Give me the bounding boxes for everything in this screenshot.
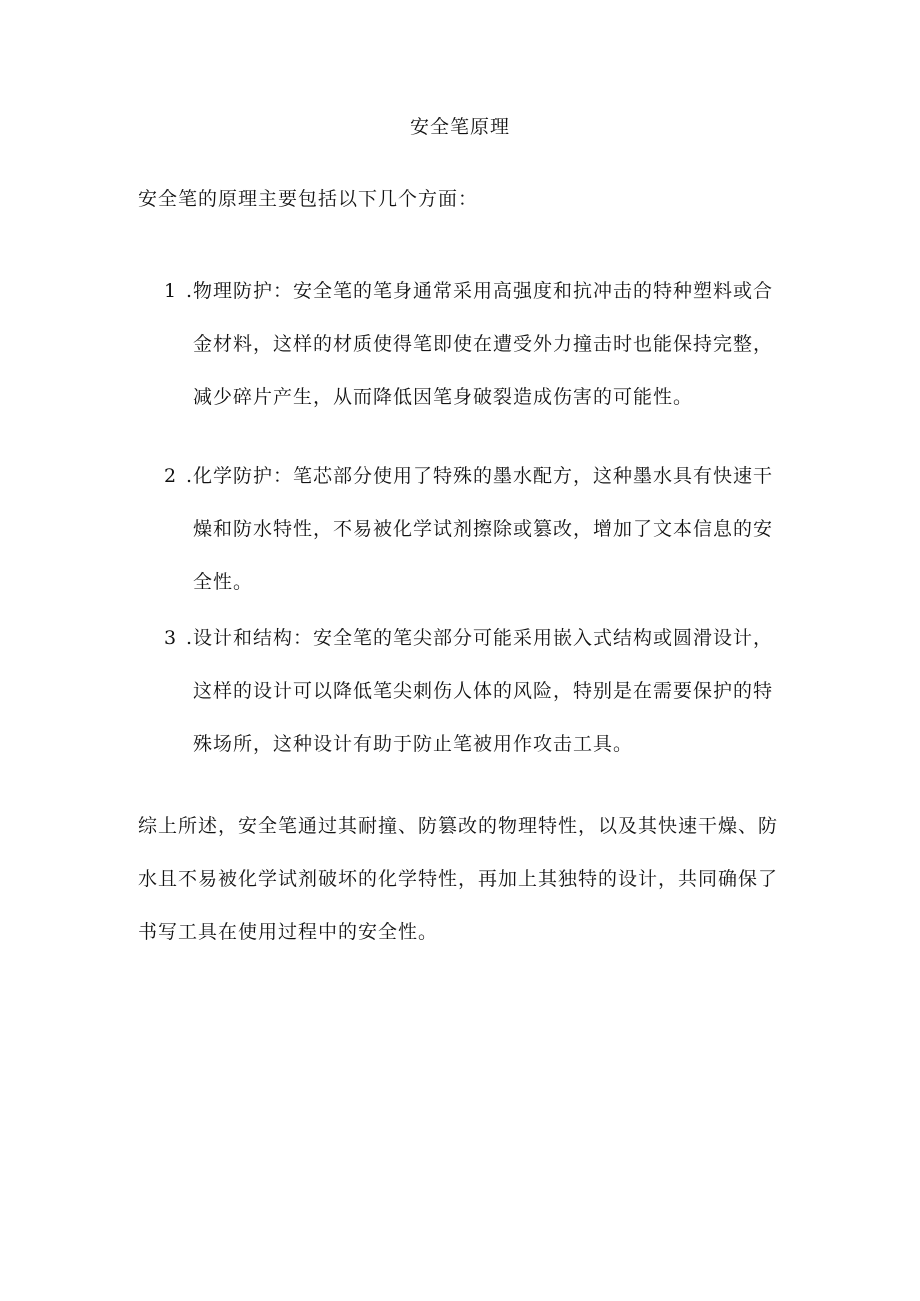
list-item	[164, 265, 804, 424]
list-item-text: .设计和结构：安全笔的笔尖部分可能采用嵌入式结构或圆滑设计，	[186, 627, 774, 649]
intro-paragraph: 安全笔的原理主要包括以下几个方面：	[138, 188, 479, 210]
list-item-line: 殊场所，这种设计有助于防止笔被用作攻击工具。	[193, 733, 634, 755]
list-item-line	[164, 450, 804, 503]
summary-line: 水且不易被化学试剂破坏的化学特性，再加上其独特的设计，共同确保了	[138, 868, 779, 890]
list-item-number: 3	[164, 627, 178, 649]
list-item-line: 减少碎片产生，从而降低因笔身破裂造成伤害的可能性。	[193, 386, 694, 408]
list-item-text: .物理防护：安全笔的笔身通常采用高强度和抗冲击的特种塑料或合	[186, 280, 774, 302]
list-item-line	[164, 612, 804, 665]
list-item-text: .化学防护：笔芯部分使用了特殊的墨水配方，这种墨水具有快速干	[186, 465, 774, 487]
list-item-line: 燥和防水特性，不易被化学试剂擦除或篡改，增加了文本信息的安	[193, 518, 774, 540]
list-item-line	[164, 265, 804, 318]
list-item-line: 全性。	[193, 571, 254, 593]
document-title: 安全笔原理	[409, 116, 510, 138]
summary-line: 综上所述，安全笔通过其耐撞、防篡改的物理特性，以及其快速干燥、防	[138, 815, 779, 837]
summary-paragraph	[138, 800, 798, 959]
list-item-line: 金材料，这样的材质使得笔即使在遭受外力撞击时也能保持完整，	[193, 333, 774, 355]
list-item	[164, 612, 804, 771]
summary-line: 书写工具在使用过程中的安全性。	[138, 921, 439, 943]
list-item-line: 这样的设计可以降低笔尖刺伤人体的风险，特别是在需要保护的特	[193, 680, 774, 702]
list-item-number: 1	[164, 280, 178, 302]
list-item-number: 2	[164, 465, 178, 487]
list-item	[164, 450, 804, 609]
